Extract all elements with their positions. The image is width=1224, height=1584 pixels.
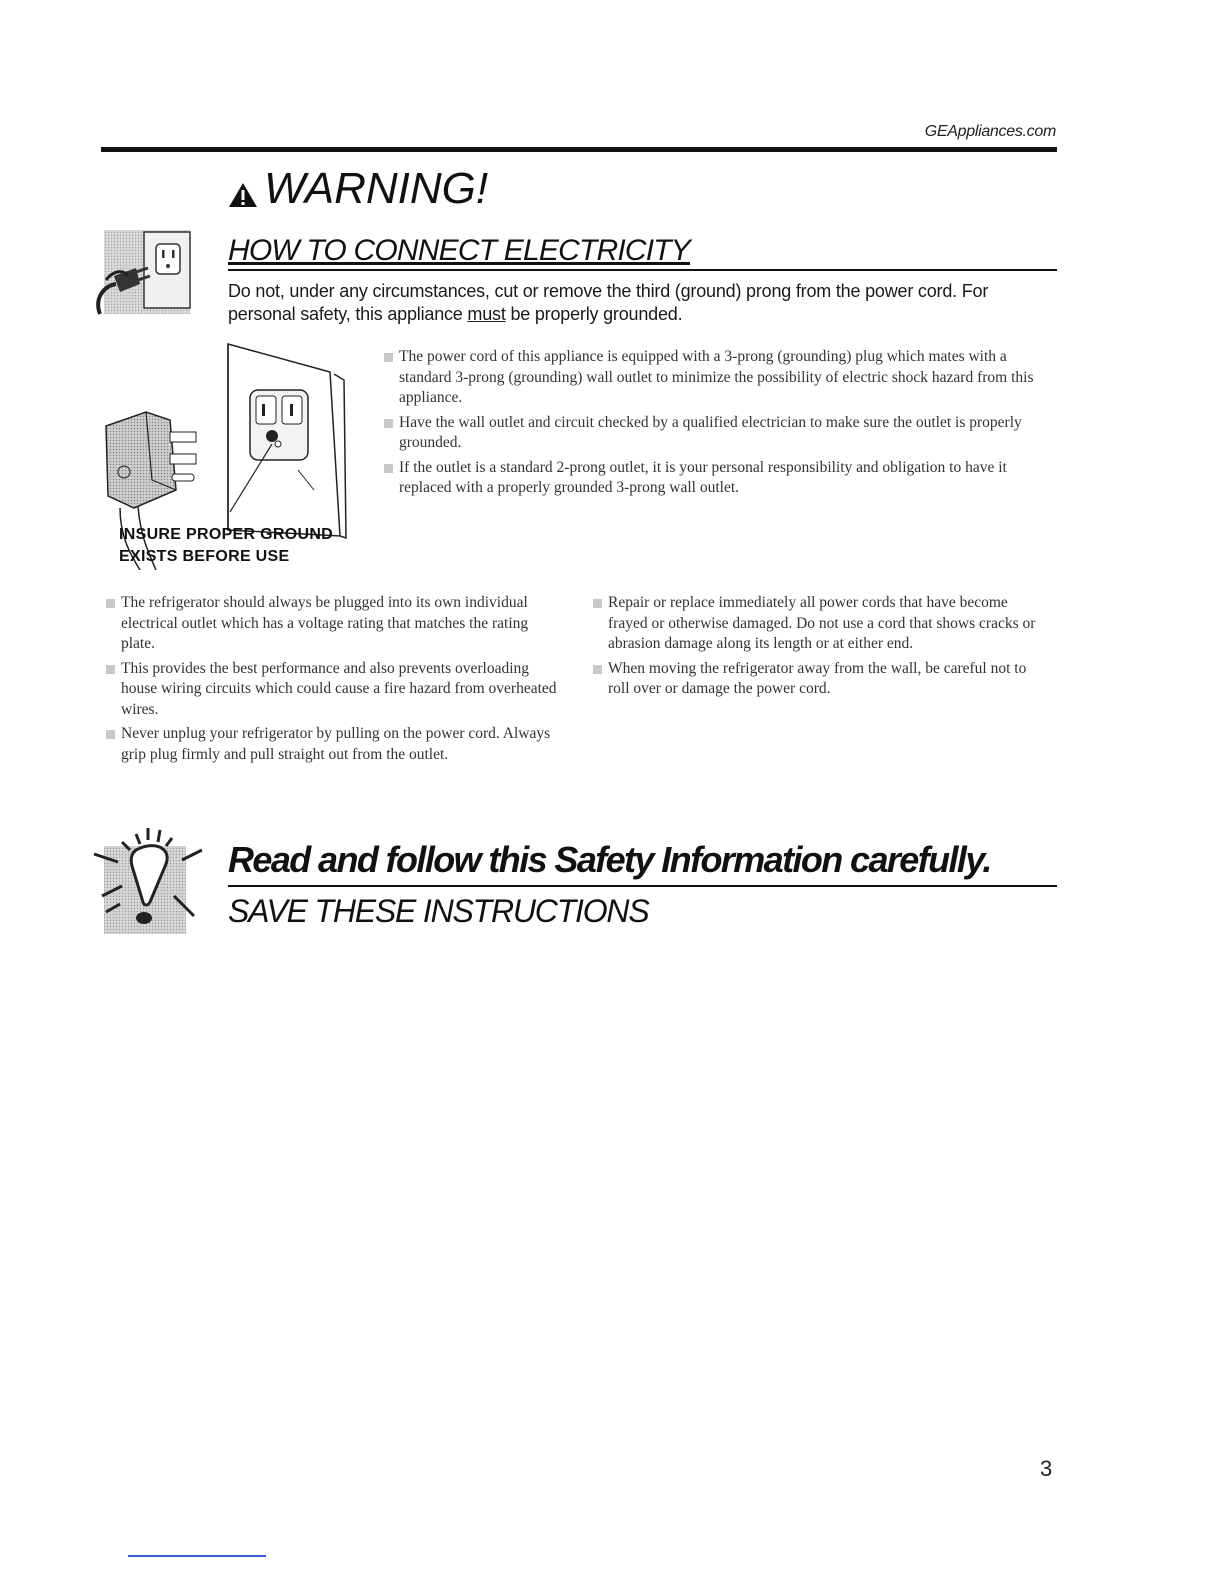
bullet-square-icon [384, 353, 393, 362]
power-cord-bullets-right [591, 593, 1046, 704]
bullet-text: The refrigerator should always be plugged into its own individual electrical outlet which has a voltage rating that matches the rating plate. [121, 594, 529, 652]
footer-link-underline [128, 1555, 266, 1557]
bullet-square-icon [384, 464, 393, 473]
page-number: 3 [1040, 1456, 1053, 1481]
grounding-intro [228, 280, 1028, 326]
list-item [104, 724, 559, 765]
warning-title: WARNING! [264, 164, 489, 213]
bullet-square-icon [106, 599, 115, 608]
power-cord-bullets-left [104, 593, 559, 769]
section-rule [228, 269, 1057, 271]
read-safety-title: Read and follow this Safety Information carefully. [228, 839, 991, 880]
bullet-text: This provides the best performance and also prevents overloading house wiring circuits which could cause a fire hazard from overheated wires. [121, 659, 557, 718]
intro-text-start: Do not, under any circumstances, cut or remove the third (ground) prong from the power cord. For personal safety, this appliance [228, 281, 989, 324]
site-url: GEAppliances.com [924, 123, 1056, 140]
electric-outlet-icon [92, 228, 192, 328]
bullet-square-icon [593, 599, 602, 608]
bullet-square-icon [106, 730, 115, 739]
bullet-square-icon [593, 665, 602, 674]
list-item [382, 413, 1052, 454]
exclamation-alert-icon [88, 820, 208, 936]
bullet-text: The power cord of this appliance is equipped with a 3-prong (grounding) plug which mates with a standard 3-prong (grounding) wall outlet to minimize the possibility of electric shock hazard from this appliance. [399, 348, 1034, 406]
bullet-square-icon [384, 419, 393, 428]
bullet-text: If the outlet is a standard 2-prong outlet, it is your personal responsibility and obligation to have it replaced with a properly grounded 3-prong wall outlet. [399, 458, 1007, 496]
intro-emphasis: must [467, 304, 506, 324]
bullet-text: Repair or replace immediately all power cords that have become frayed or otherwise damaged. Do not use a cord that shows cracks or abrasion damage along its length or at either end. [608, 594, 1036, 652]
illustration-caption [119, 524, 333, 568]
intro-text-end: be properly grounded. [505, 304, 683, 324]
list-item [591, 593, 1046, 655]
grounding-bullets [382, 347, 1052, 503]
list-item [591, 659, 1046, 700]
read-rule [228, 885, 1057, 887]
section-title: HOW TO CONNECT ELECTRICITY [228, 234, 690, 267]
warning-triangle-icon [228, 182, 258, 208]
list-item [382, 347, 1052, 409]
caption-line-2: EXISTS BEFORE USE [119, 548, 290, 565]
list-item [104, 659, 559, 721]
bullet-text: When moving the refrigerator away from the wall, be careful not to roll over or damage the power cord. [608, 659, 1027, 697]
caption-line-1: INSURE PROPER GROUND [119, 526, 334, 543]
bullet-square-icon [106, 665, 115, 674]
bullet-text: Have the wall outlet and circuit checked by a qualified electrician to make sure the outlet is properly grounded. [399, 413, 1022, 451]
list-item [104, 593, 559, 655]
save-instructions-title: SAVE THESE INSTRUCTIONS [228, 893, 649, 929]
list-item [382, 458, 1052, 499]
bullet-text: Never unplug your refrigerator by pulling on the power cord. Always grip plug firmly and pull straight out from the outlet. [121, 725, 551, 763]
header-rule [101, 147, 1057, 152]
